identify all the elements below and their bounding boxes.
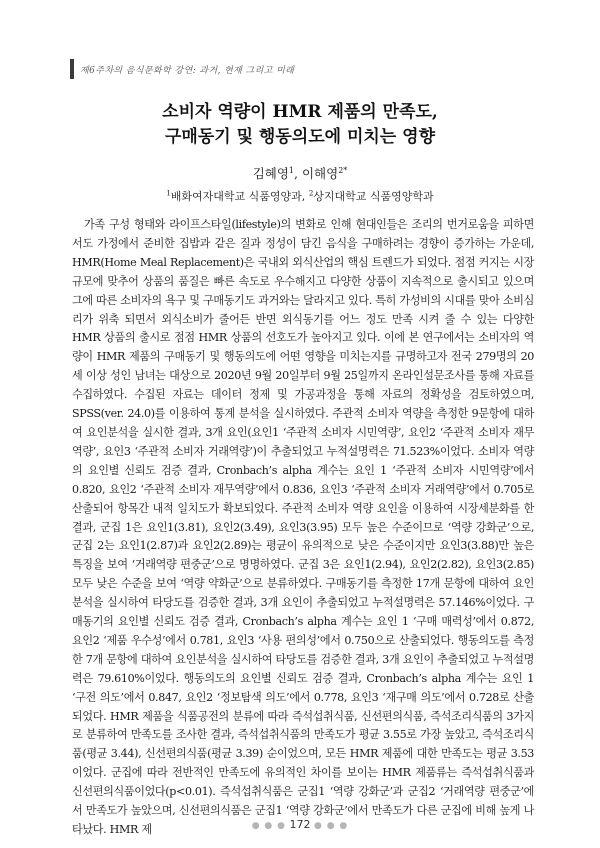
author-affil-mark: 2* — [338, 165, 348, 175]
author-name: 이해영 — [301, 166, 339, 181]
affiliation: 배화여자대학교 식품영양과, — [170, 190, 306, 203]
running-header-bar — [70, 59, 74, 79]
abstract-body — [72, 216, 534, 840]
affiliation: 상지대학교 식품영양학과 — [313, 190, 434, 203]
running-header: 제6주차의 음식문화학 강연: 과거, 현재 그리고 미래 — [80, 66, 295, 76]
affiliations — [0, 188, 600, 204]
footer-dots-right: ● ● ● — [314, 821, 349, 831]
abstract-paragraph: 가족 구성 형태와 라이프스타일(lifestyle)의 변화로 인해 현대인들은 조리의 번거로움을 피하면서도 가정에서 준비한 집밥과 같은 질과 정성이 담긴 음식을 구매하려는 경향이 증가하는 가운데, HMR(Home Meal Replacement)은 국내외 외식산업의 핵심 트렌드가 되었다. 점점 커지는 시장규모에 맞추어 상품의 품질은 빠른 속도로 우수해지고 다양한 상품이 지속적으로 출시되고 있으며 그에 따른 소비자의 욕구 및 구매동기도 과거와는 달라지고 있다. 특히 가성비의 시대를 맞아 소비심리가 위축 되면서 외식소비가 줄어든 반면 외식동기를 어느 정도 만족 시켜 줄 수 있는 다양한 HMR 상품의 출시로 점점 HMR 상품의 선호도가 높아지고 있다. 이에 본 연구에서는 소비자의 역량이 HMR 제품의 구매동기 및 행동의도에 어떤 영향을 미치는지를 규명하고자 전국 279명의 20세 이상 성인 남녀는 대상으로 2020년 9월 20일부터 9월 25일까지 온라인설문조사를 통해 자료를 수집하였다. 수집된 자료는 데이터 정제 및 가공과정을 통해 자료의 정확성을 검토하였으며, SPSS(ver. 24.0)를 이용하여 통계 분석을 실시하였다. 주관적 소비자 역량을 측정한 9문항에 대하여 요인분석을 실시한 결과, 3개 요인(요인1 ‘주관적 소비자 시민역량’, 요인2 ‘주관적 소비자 재무역량’, 요인3 ‘주관적 소비자 거래역량’)이 추출되었고 누적설명력은 71.523%이었다. 소비자 역량의 요인별 신뢰도 검증 결과, Cronbach’s alpha 계수는 요인 1 ‘주관적 소비자 시민역량’에서 0.820, 요인2 ‘주관적 소비자 재무역량’에서 0.836, 요인3 ‘주관적 소비자 거래역량’에서 0.705로 산출되어 항목간 내적 일치도가 확보되었다. 주관적 소비자 역량 요인을 이용하여 시장세분화를 한 결과, 군집 1은 요인1(3.81), 요인2(3.49), 요인3(3.95) 모두 높은 수준이므로 ‘역량 강화군’으로, 군집 2는 요인1(2.87)과 요인2(2.89)는 평균이 유의적으로 낮은 수준이지만 요인3(3.88)만 높은 특징을 보여 ‘거래역량 편중군’으로 명명하였다. 군집 3은 요인1(2.94), 요인2(2.82), 요인3(2.85) 모두 낮은 수준을 보여 ‘역량 약화군’으로 분류하였다. 구매동기를 측정한 17개 문항에 대하여 요인분석을 실시하여 타당도를 검증한 결과, 3개 요인이 추출되었고 누적설명력은 57.146%이었다. 구매동기의 요인별 신뢰도 검증 결과, Cronbach’s alpha 계수는 요인 1 ‘구매 매력성’에서 0.872, 요인2 ‘제품 우수성’에서 0.781, 요인3 ‘사용 편의성’에서 0.750으로 산출되었다. 행동의도를 측정한 7개 문항에 대하여 요인분석을 실시하여 타당도를 검증한 결과, 3개 요인이 추출되었고 누적설명력은 79.610%이었다. 행동의도의 요인별 신뢰도 검증 결과, Cronbach’s alpha 계수는 요인 1 ‘구전 의도’에서 0.847, 요인2 ‘정보탐색 의도’에서 0.778, 요인3 ‘재구매 의도’에서 0.728로 산출되었다. HMR 제품을 식품공전의 분류에 따라 즉석섭취식품, 신선편의식품, 즉석조리식품의 3가지로 분류하여 만족도를 조사한 결과, 즉석섭취식품의 만족도가 평균 3.55로 가장 높았고, 즉석조리식품(평균 3.44), 신선편의식품(평균 3.39) 순이었으며, 모든 HMR 제품에 대한 만족도는 평균 3.53이었다. 군집에 따라 전반적인 만족도에 유의적인 차이를 보이는 HMR 제품류는 즉석섭취식품과 신선편의식품이었다(p<0.01). 즉석섭취식품은 군집1 ‘역량 강화군’과 군집2 ‘거래역량 편중군’에서 만족도가 높았으며, 신선편의식품은 군집1 ‘역량 강화군’에서 만족도가 다른 군집에 비해 높게 나타났다. HMR 제 — [72, 218, 534, 836]
page-number: 172 — [289, 818, 311, 831]
author-affil-mark: 1 — [288, 165, 295, 175]
author-name: 김혜영 — [252, 166, 289, 181]
page-footer — [0, 818, 600, 831]
footer-dots-left: ● ● ● — [251, 821, 286, 831]
author-list — [0, 164, 600, 182]
paper-title-line1: 소비자 역량이 HMR 제품의 만족도, — [162, 102, 438, 122]
paper-title-line2: 구매동기 및 행동의도에 미치는 영향 — [164, 127, 435, 147]
affil-mark: 2 — [308, 189, 314, 198]
affil-mark: 1 — [166, 189, 171, 198]
author-separator: , — [294, 166, 302, 181]
